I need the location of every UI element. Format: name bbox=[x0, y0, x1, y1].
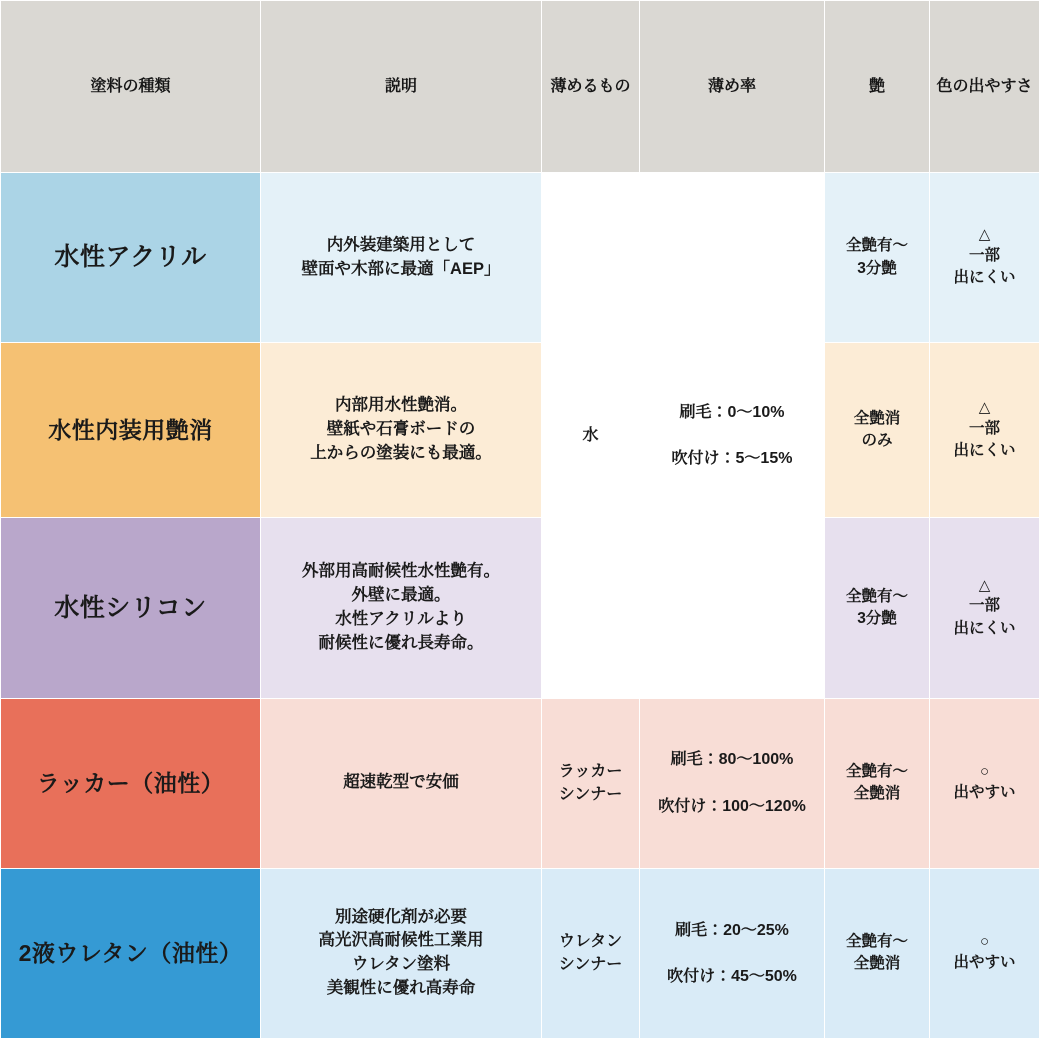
thinner-line: ラッカー bbox=[558, 762, 623, 780]
cell-gloss bbox=[825, 518, 930, 698]
gloss-line: 全艶消 bbox=[853, 409, 901, 427]
gloss-line: のみ bbox=[861, 432, 893, 450]
cell-description bbox=[261, 173, 542, 343]
color-line: 出にくい bbox=[953, 269, 1016, 287]
header-description: 説明 bbox=[261, 1, 542, 173]
cell-paint-name: 水性シリコン bbox=[1, 518, 261, 698]
desc-line: 内外装建築用として bbox=[326, 235, 476, 254]
gloss-line: 3分艶 bbox=[857, 259, 897, 277]
cell-gloss bbox=[825, 868, 930, 1038]
cell-description bbox=[261, 698, 542, 868]
desc-line: ウレタン塗料 bbox=[351, 955, 451, 974]
gloss-line: 全艶有〜 bbox=[845, 762, 908, 780]
triangle-icon: △ bbox=[978, 226, 991, 244]
rate-line: 吹付け：5〜15% bbox=[671, 449, 793, 467]
cell-paint-name: 水性内装用艶消 bbox=[1, 343, 261, 518]
gloss-line: 全艶有〜 bbox=[845, 587, 908, 605]
gloss-line: 3分艶 bbox=[857, 609, 897, 627]
color-line: 一部 bbox=[968, 419, 1000, 437]
desc-line: 内部用水性艶消。 bbox=[335, 396, 467, 415]
thinner-line: シンナー bbox=[558, 786, 623, 804]
color-line: 出にくい bbox=[953, 619, 1016, 637]
header-gloss: 艶 bbox=[825, 1, 930, 173]
desc-line: 水性アクリルより bbox=[335, 609, 467, 628]
cell-description bbox=[261, 518, 542, 698]
gloss-line: 全艶有〜 bbox=[845, 932, 908, 950]
cell-thinner-water: 水 bbox=[542, 173, 640, 699]
table-header-row bbox=[1, 1, 1039, 173]
circle-icon: ○ bbox=[979, 933, 990, 951]
desc-line: 壁紙や石膏ボードの bbox=[326, 420, 476, 439]
color-line: 出にくい bbox=[953, 442, 1016, 460]
triangle-icon: △ bbox=[978, 399, 991, 417]
table-row bbox=[1, 343, 1039, 518]
cell-dilution bbox=[640, 868, 825, 1038]
header-dilution-rate: 薄め率 bbox=[640, 1, 825, 173]
table-row bbox=[1, 518, 1039, 698]
cell-gloss bbox=[825, 343, 930, 518]
gloss-line: 全艶消 bbox=[853, 955, 901, 973]
cell-color-ease bbox=[930, 868, 1039, 1038]
cell-description bbox=[261, 868, 542, 1038]
color-line: 一部 bbox=[968, 246, 1000, 264]
cell-paint-name: ラッカー（油性） bbox=[1, 698, 261, 868]
desc-line: 上からの塗装にも最適。 bbox=[310, 444, 492, 463]
cell-thinner bbox=[542, 868, 640, 1038]
cell-paint-name: 水性アクリル bbox=[1, 173, 261, 343]
cell-description bbox=[261, 343, 542, 518]
cell-gloss bbox=[825, 698, 930, 868]
table-row bbox=[1, 868, 1039, 1038]
desc-line: 超速乾型で安価 bbox=[343, 773, 459, 792]
desc-line: 別途硬化剤が必要 bbox=[335, 907, 467, 926]
desc-line: 耐候性に優れ長寿命。 bbox=[318, 633, 484, 652]
rate-line: 刷毛：0〜10% bbox=[679, 403, 785, 421]
cell-color-ease bbox=[930, 518, 1039, 698]
cell-color-ease bbox=[930, 698, 1039, 868]
cell-dilution-water bbox=[640, 173, 825, 699]
header-thinner: 薄めるもの bbox=[542, 1, 640, 173]
rate-line: 刷毛：80〜100% bbox=[670, 751, 794, 769]
cell-color-ease bbox=[930, 343, 1039, 518]
color-line: 出やすい bbox=[953, 783, 1016, 801]
cell-dilution bbox=[640, 698, 825, 868]
header-color-ease: 色の出やすさ bbox=[930, 1, 1039, 173]
cell-paint-name: 2液ウレタン（油性） bbox=[1, 868, 261, 1038]
thinner-line: シンナー bbox=[558, 956, 623, 974]
desc-line: 美観性に優れ高寿命 bbox=[326, 979, 476, 998]
circle-icon: ○ bbox=[979, 763, 990, 781]
cell-thinner bbox=[542, 698, 640, 868]
thinner-line: ウレタン bbox=[558, 933, 623, 951]
table-row bbox=[1, 698, 1039, 868]
table-row bbox=[1, 173, 1039, 343]
header-paint-type: 塗料の種類 bbox=[1, 1, 261, 173]
cell-gloss bbox=[825, 173, 930, 343]
gloss-line: 全艶有〜 bbox=[845, 237, 908, 255]
rate-line: 吹付け：45〜50% bbox=[667, 967, 797, 985]
desc-line: 壁面や木部に最適「AEP」 bbox=[301, 259, 501, 278]
rate-line: 吹付け：100〜120% bbox=[658, 797, 806, 815]
color-line: 一部 bbox=[968, 597, 1000, 615]
color-line: 出やすい bbox=[953, 953, 1016, 971]
desc-line: 外部用高耐候性水性艶有。 bbox=[302, 562, 500, 581]
desc-line: 外壁に最適。 bbox=[351, 586, 451, 605]
triangle-icon: △ bbox=[978, 576, 991, 594]
desc-line: 高光沢高耐候性工業用 bbox=[318, 931, 484, 950]
gloss-line: 全艶消 bbox=[853, 785, 901, 803]
cell-color-ease bbox=[930, 173, 1039, 343]
rate-line: 刷毛：20〜25% bbox=[675, 921, 789, 939]
